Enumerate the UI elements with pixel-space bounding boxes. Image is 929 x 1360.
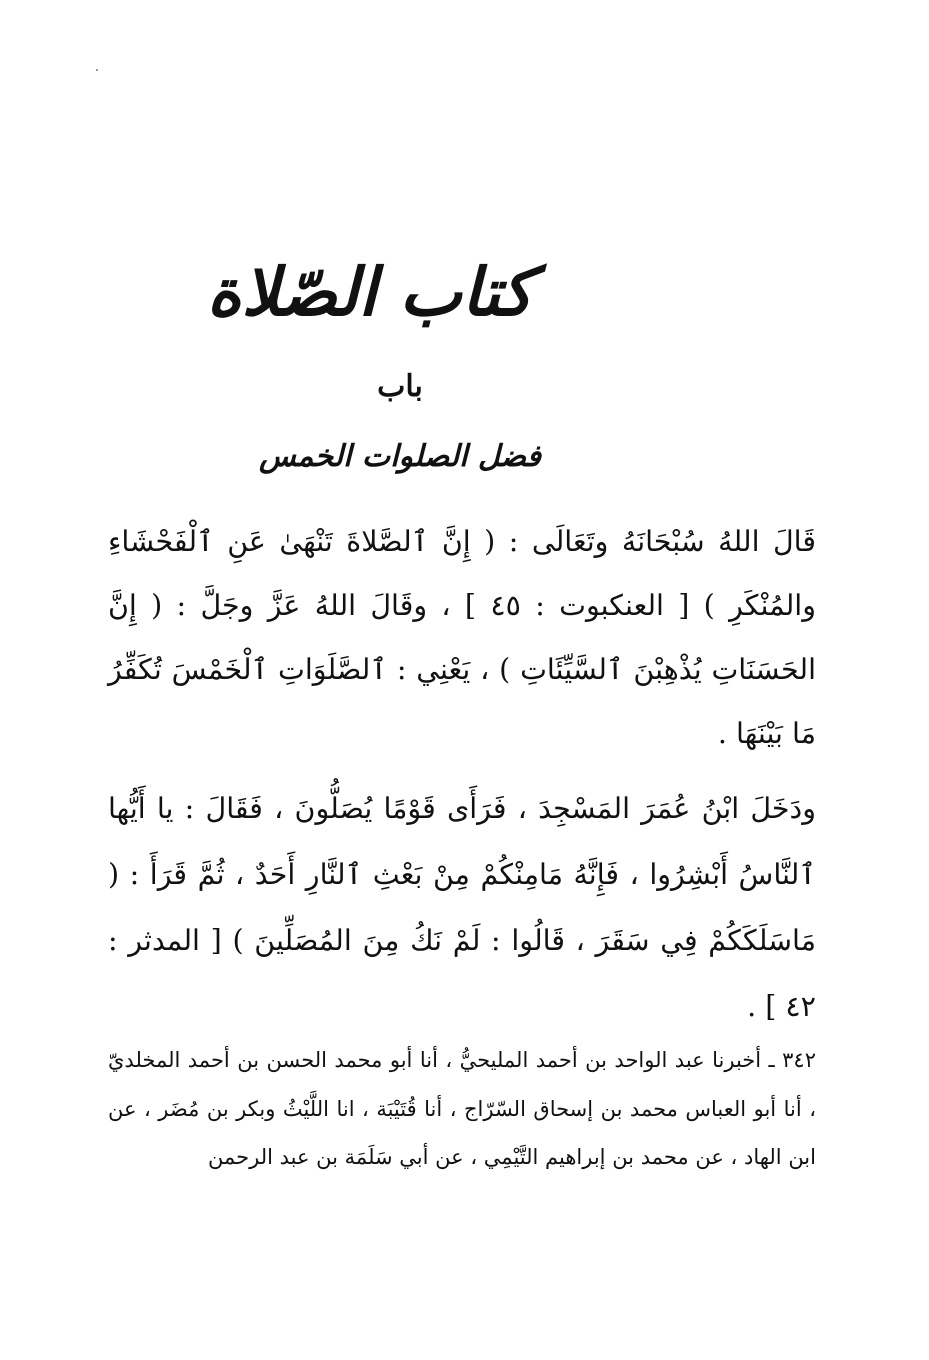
book-title: كتاب الصّلاة — [206, 253, 534, 331]
paragraph-1: قَالَ اللهُ سُبْحَانَهُ وتَعَالَى : ( إِنَّ ٱلصَّلاةَ تَنْهَىٰ عَنِ ٱلْفَحْشَاءِ والمُنْكَرِ ) [ العنكبوت : ٤٥ ] ، وقَالَ اللهُ عَزَّ وجَلَّ : ( إِنَّ الحَسَنَاتِ يُذْهِبْنَ ٱلسَّيِّئَاتِ ) ، يَعْنِي : ٱلصَّلَوَاتِ ٱلْخَمْسَ تُكَفِّرُ مَا بَيْنَهَا . — [108, 525, 816, 750]
page-speck — [96, 69, 98, 71]
hadith-isnad: ٣٤٢ ـ أخبرنا عبد الواحد بن أحمد المليحيُّ ، أنا أبو محمد الحسن بن أحمد المخلديّ ، أنا أبو العباس محمد بن إسحاق السّرّاج ، أنا قُتَيْبَة ، انا اللَّيْثُ وبكر بن مُضَر ، عن ابن الهاد ، عن محمد بن إبراهيم التَّيْمِي ، عن أبي سَلَمَة بن عبد الرحمن — [108, 1048, 816, 1169]
chapter-title: فضل الصلوات الخمس — [259, 439, 541, 474]
chapter-heading: باب — [377, 369, 423, 404]
paragraph-2: ودَخَلَ ابْنُ عُمَرَ المَسْجِدَ ، فَرَأَى قَوْمًا يُصَلُّونَ ، فَقَالَ : يا أَيُّها ٱلنَّاسُ أَبْشِرُوا ، فَإِنَّهُ مَامِنْكُمْ مِنْ بَعْثِ ٱلنَّارِ أَحَدٌ ، ثُمَّ قَرَأَ : ( مَاسَلَكَكُمْ فِي سَقَرَ ، قَالُوا : لَمْ نَكُ مِنَ المُصَلِّينَ ) [ المدثر : ٤٢ ] . — [108, 792, 816, 1023]
